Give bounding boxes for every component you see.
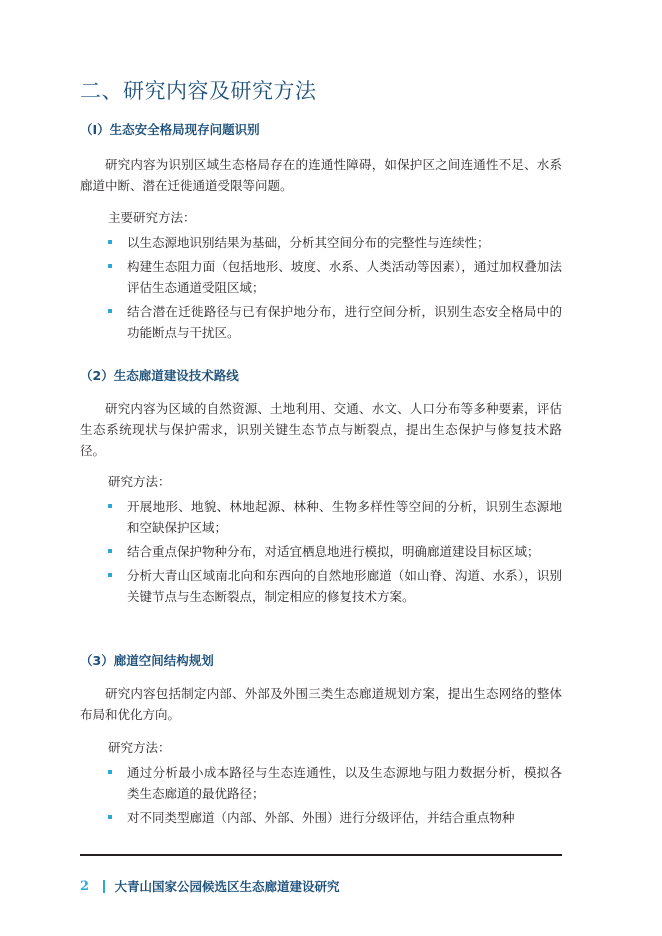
list-item bbox=[108, 256, 562, 298]
section-1-content: 研究内容为识别区域生态格局存在的连通性障碍，如保护区之间连通性不足、水系廊道中断、潜在迁徙通道受限等问题。 bbox=[80, 157, 562, 193]
section-heading-1: （I）生态安全格局现存问题识别 bbox=[80, 122, 260, 137]
bullet-icon bbox=[108, 815, 112, 819]
section-1-methods-list bbox=[108, 232, 562, 346]
bullet-icon bbox=[108, 549, 112, 553]
list-item bbox=[108, 301, 562, 343]
list-item-text: 对不同类型廊道（内部、外部、外围）进行分级评估，并结合重点物种 bbox=[127, 810, 515, 825]
bullet-icon bbox=[108, 264, 112, 268]
list-item-text: 分析大青山区域南北向和东西向的自然地形廊道（如山脊、沟道、水系），识别关键节点与生态断裂点，制定相应的修复技术方案。 bbox=[127, 568, 562, 604]
section-2-content: 研究内容为区域的自然资源、土地利用、交通、水文、人口分布等多种要素，评估生态系统现状与保护需求，识别关键生态节点与断裂点，提出生态保护与修复技术路径。 bbox=[80, 401, 562, 458]
bullet-icon bbox=[108, 573, 112, 577]
list-item-text: 结合重点保护物种分布，对适宜栖息地进行模拟，明确廊道建设目标区域； bbox=[127, 544, 540, 559]
list-item bbox=[108, 232, 562, 253]
list-item bbox=[108, 807, 562, 828]
footer-title: 大青山国家公园候选区生态廊道建设研究 bbox=[114, 879, 340, 894]
page-footer bbox=[80, 877, 340, 895]
list-item bbox=[108, 565, 562, 607]
bullet-icon bbox=[108, 240, 112, 244]
page-number: 2 bbox=[80, 878, 90, 894]
section-3-methods-list bbox=[108, 762, 562, 831]
section-2-methods-list bbox=[108, 496, 562, 610]
section-2-methods-label: 研究方法： bbox=[108, 474, 171, 489]
footer-divider bbox=[80, 854, 562, 856]
page-title: 二、研究内容及研究方法 bbox=[80, 79, 317, 103]
list-item bbox=[108, 762, 562, 804]
section-heading-2: （2）生态廊道建设技术路线 bbox=[80, 368, 239, 383]
list-item-text: 以生态源地识别结果为基础，分析其空间分布的完整性与连续性； bbox=[127, 235, 490, 250]
footer-separator bbox=[103, 880, 105, 893]
section-3-methods-label: 研究方法： bbox=[108, 740, 171, 755]
bullet-icon bbox=[108, 504, 112, 508]
list-item bbox=[108, 541, 562, 562]
bullet-icon bbox=[108, 770, 112, 774]
list-item-text: 构建生态阻力面（包括地形、坡度、水系、人类活动等因素），通过加权叠加法评估生态通道受阻区域； bbox=[127, 259, 562, 295]
list-item-text: 开展地形、地貌、林地起源、林种、生物多样性等空间的分析，识别生态源地和空缺保护区域； bbox=[127, 499, 562, 535]
section-1-methods-label: 主要研究方法： bbox=[108, 210, 196, 225]
list-item bbox=[108, 496, 562, 538]
section-3-content: 研究内容包括制定内部、外部及外围三类生态廊道规划方案，提出生态网络的整体布局和优化方向。 bbox=[80, 686, 562, 722]
section-heading-3: （3）廊道空间结构规划 bbox=[80, 653, 214, 668]
list-item-text: 通过分析最小成本路径与生态连通性，以及生态源地与阻力数据分析，模拟各类生态廊道的最优路径； bbox=[127, 765, 562, 801]
list-item-text: 结合潜在迁徙路径与已有保护地分布，进行空间分析，识别生态安全格局中的功能断点与干扰区。 bbox=[127, 304, 562, 340]
bullet-icon bbox=[108, 309, 112, 313]
